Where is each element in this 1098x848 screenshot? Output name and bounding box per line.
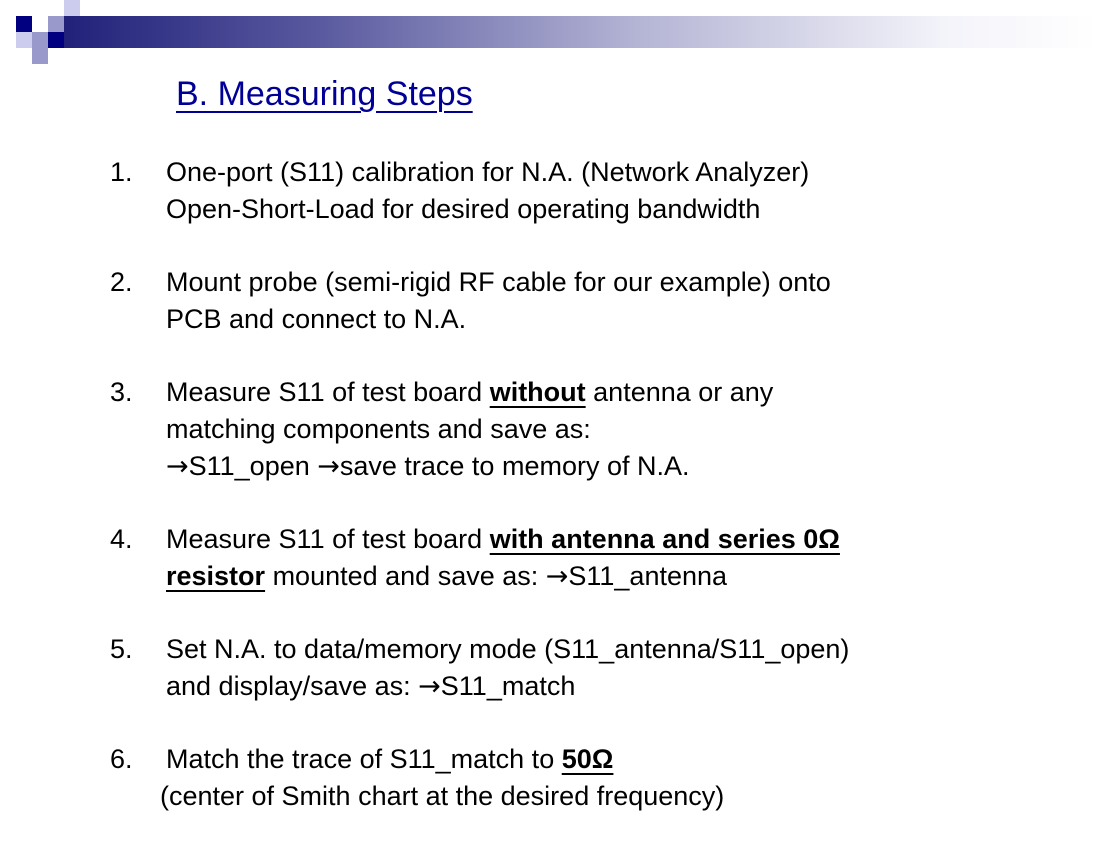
slide-title: B. Measuring Steps (176, 75, 473, 113)
step-4-text: S11_antenna (568, 561, 728, 591)
arrow-right-icon: → (166, 451, 189, 482)
step-number: 2. (110, 267, 133, 297)
step-3-text: Measure S11 of test board (166, 377, 490, 407)
step-4-line-1 (166, 521, 840, 558)
step-6-line-2: (center of Smith chart at the desired frequency) (160, 781, 725, 811)
arrow-right-icon: → (545, 561, 569, 592)
step-4-text: mounted and save as: (265, 561, 546, 591)
arrow-right-icon: → (317, 451, 340, 482)
step-3-text: antenna or any (585, 377, 774, 407)
step-3-text: S11_open (188, 451, 318, 481)
step-5-line-2 (166, 668, 575, 705)
step-4-text: Measure S11 of test board (166, 524, 490, 554)
step-3-text: save trace to memory of N.A. (339, 451, 690, 481)
emphasis-50-ohm: 50Ω (561, 744, 614, 774)
step-5-line-1: Set N.A. to data/memory mode (S11_antenna/S11_open) (166, 634, 850, 664)
emphasis-resistor: resistor (166, 561, 266, 591)
emphasis-without: without (489, 377, 586, 407)
step-3-line-3 (166, 448, 690, 485)
emphasis-with-antenna: with antenna and series 0Ω (489, 524, 840, 554)
step-2-line-2: PCB and connect to N.A. (166, 304, 467, 334)
step-6-line-1 (166, 741, 613, 778)
step-number: 6. (110, 744, 133, 774)
step-number: 5. (110, 634, 133, 664)
step-4-line-2 (166, 558, 727, 595)
step-number: 3. (110, 377, 133, 407)
step-1-line-1: One-port (S11) calibration for N.A. (Network Analyzer) (166, 157, 810, 187)
step-3-line-2: matching components and save as: (166, 414, 591, 444)
step-number: 4. (110, 524, 133, 554)
step-6-text: Match the trace of S11_match to (166, 744, 562, 774)
step-number: 1. (110, 157, 133, 187)
step-3-line-1 (166, 374, 773, 411)
step-5-text: S11_match (440, 671, 576, 701)
step-2-line-1: Mount probe (semi-rigid RF cable for our example) onto (166, 267, 831, 297)
arrow-right-icon: → (418, 671, 441, 702)
step-5-text: and display/save as: (166, 671, 419, 701)
step-1-line-2: Open-Short-Load for desired operating bandwidth (166, 194, 761, 224)
